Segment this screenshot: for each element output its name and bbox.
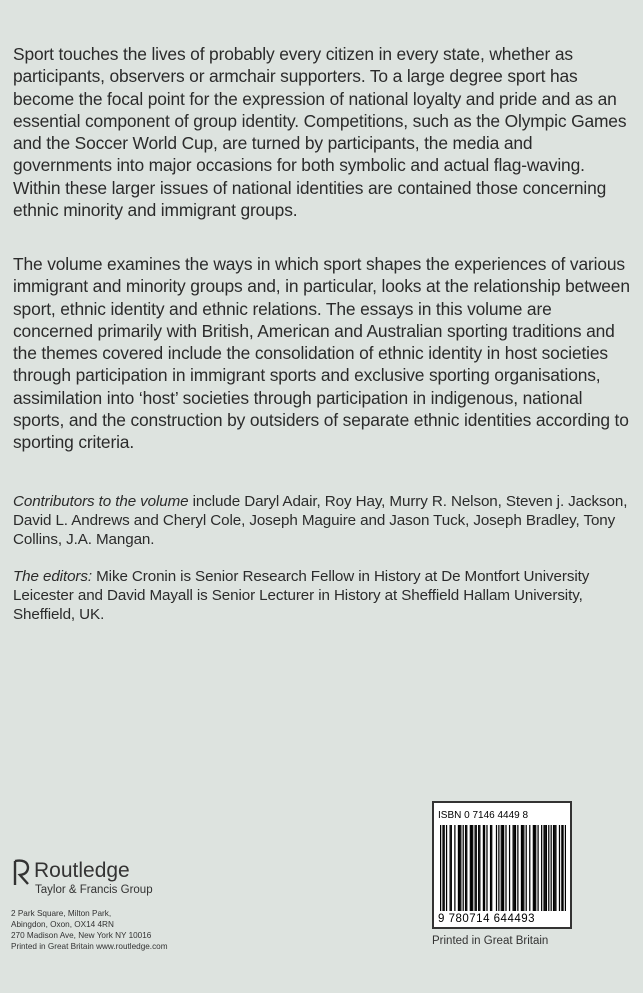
barcode-bar [515,825,516,911]
address-line: Printed in Great Britain www.routledge.com [11,942,168,951]
editors-text: Mike Cronin is Senior Research Fellow in History at De Montfort University Leicester and David Mayall is Senior Lecturer in History at Sheffield Hallam University, Sheffield, UK. [13,568,590,624]
barcode-bar [553,825,554,911]
barcode-bar [523,825,524,911]
barcode-bar [554,825,555,911]
barcode-bar [440,825,441,911]
barcode-bar [442,825,443,911]
barcode-bar [463,825,464,911]
barcode-bar [454,825,455,911]
routledge-emblem-icon [13,857,31,903]
barcode-bar [498,825,499,911]
blurb-paragraph-2: The volume examines the ways in which sport shapes the experiences of various immigrant and minority groups and, in particular, looks at the relationship between sport, ethnic identity and ethnic relations. The essays in this volume are concerned primarily with British, American and Australian sporting traditions and the themes covered include the consolidation of ethnic identity in host societies through participation in immigrant sports and exclusive sporting organisations, assimilation into ‘host’ societies through participation in indigenous, national sports, and the construction by outsiders of separate ethnic identities according to sporting criteria. [13,254,630,453]
barcode-bar [472,825,473,911]
barcode-bar [466,825,467,911]
barcode-bar [470,825,471,911]
barcode-bar [548,825,549,911]
barcode-bar [534,825,535,911]
barcode-bar [459,825,460,911]
contributors-paragraph [13,492,633,550]
barcode-bar [545,825,546,911]
barcode-bar [486,825,487,911]
isbn-barcode [432,801,572,929]
barcode-bar [490,825,491,911]
barcode-bar [471,825,472,911]
editors-paragraph [13,567,633,625]
barcode-bar [505,825,506,911]
barcode-bar [451,825,452,911]
barcode-bar [561,825,562,911]
barcode-bar [460,825,461,911]
isbn-text: ISBN 0 7146 4449 8 [438,810,529,821]
editors-label: The editors: [13,568,92,585]
barcode-bar [476,825,477,911]
barcode-bar [562,825,563,911]
barcode-bar [444,825,445,911]
barcode-bar [514,825,515,911]
publisher-address [11,908,168,952]
barcode-bar [565,825,566,911]
barcode-bar [535,825,536,911]
barcode-bar [533,825,534,911]
barcode-bar [509,825,510,911]
barcode-bar [555,825,556,911]
barcode-bar [522,825,523,911]
barcode-bar [501,825,502,911]
barcode-bar [450,825,451,911]
publisher-group: Taylor & Francis Group [35,884,153,896]
barcode-bar [517,825,518,911]
barcode-bar [465,825,466,911]
address-line: 2 Park Square, Milton Park, [11,909,112,918]
barcode-bar [546,825,547,911]
barcode-bar [537,825,538,911]
barcode-bar [503,825,504,911]
barcode-bar [484,825,485,911]
barcode-bars [440,825,566,911]
barcode-bar [474,825,475,911]
contributors-text: include Daryl Adair, Roy Hay, Murry R. Nelson, Steven j. Jackson, David L. Andrews and Cheryl Cole, Joseph Maguire and Jason Tuck, Joseph Bradley, Tony Collins, J.A. Mangan. [13,493,628,549]
barcode-bar [483,825,484,911]
barcode-bar [458,825,459,911]
barcode-digits: 9 780714 644493 [438,913,536,925]
barcode-bar [478,825,479,911]
printed-in-notice: Printed in Great Britain [432,935,549,947]
barcode-bar [491,825,492,911]
blurb-paragraph-1: Sport touches the lives of probably every citizen in every state, whether as participants, observers or armchair supporters. To a large degree sport has become the focal point for the expression of national loyalty and pride and as an essential component of group identity. Competitions, such as the Olympic Games and the Soccer World Cup, are turned by participants, the media and governments into major occasions for both symbolic and actual flag-waving. Within these larger issues of national identities are contained those concerning ethnic minority and immigrant groups. [13,44,627,221]
barcode-bar [541,825,542,911]
barcode-bar [543,825,544,911]
barcode-bar [529,825,530,911]
address-line: Abingdon, Oxon, OX14 4RN [11,920,114,929]
barcode-bar [446,825,447,911]
barcode-bar [502,825,503,911]
contributors-label: Contributors to the volume [13,493,189,510]
barcode-bar [521,825,522,911]
barcode-bar [551,825,552,911]
address-line: 270 Madison Ave, New York NY 10016 [11,931,152,940]
barcode-bar [479,825,480,911]
barcode-bar [559,825,560,911]
publisher-name: Routledge [34,859,130,882]
barcode-bar [513,825,514,911]
barcode-bar [496,825,497,911]
barcode-bar [526,825,527,911]
